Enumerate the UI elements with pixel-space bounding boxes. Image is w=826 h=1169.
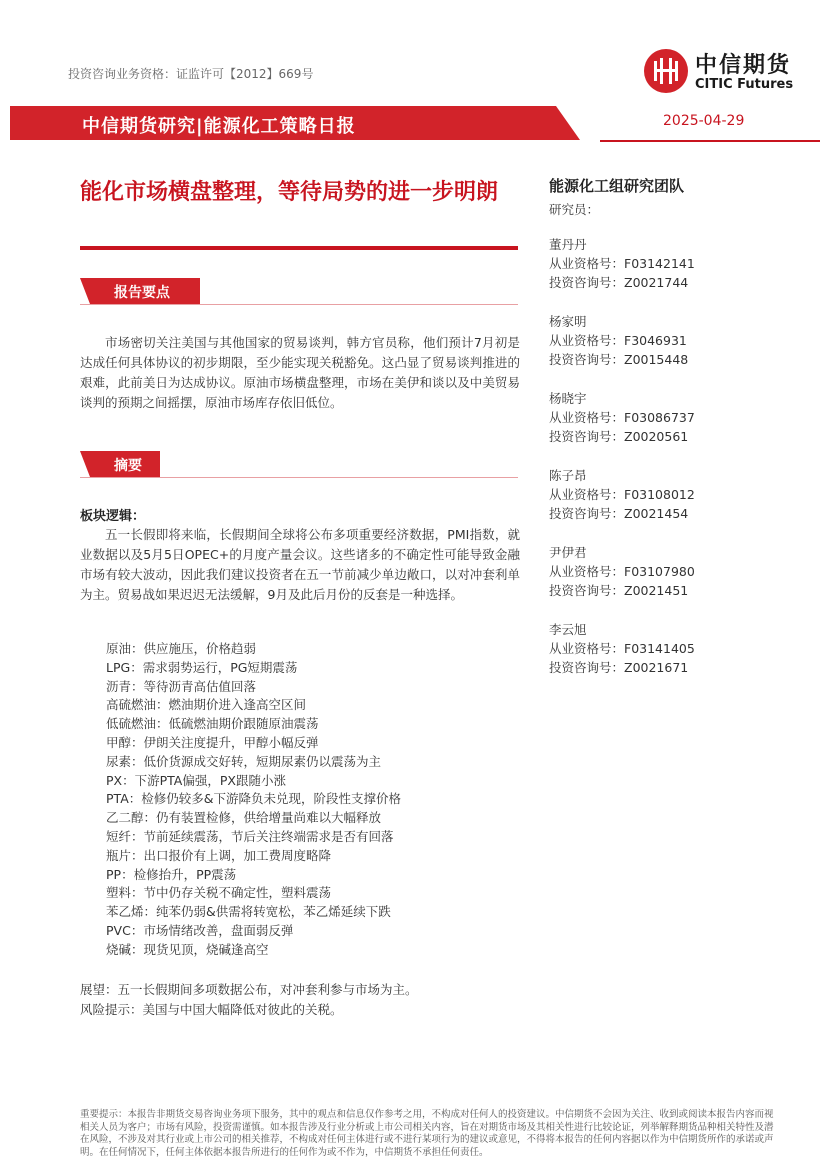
summary-label: 摘要 — [114, 458, 142, 474]
logic-heading: 板块逻辑： — [80, 509, 146, 524]
team-member — [549, 313, 688, 369]
summary-tag — [80, 451, 160, 477]
commodity-item: 短纤：节前延续震荡，节后关注终端需求是否有回落 — [106, 828, 394, 844]
commodity-item: PTA：检修仍较多&下游降负未兑现，阶段性支撑价格 — [106, 791, 402, 807]
logic-text: 五一长假即将来临，长假期间全球将公布多项重要经济数据，PMI指数，就业数据以及5月5日OPEC+的月度产量会议。这些诸多的不确定性可能导致金融市场有较大波动，因此我们建议投资者在五一节前减少单边敞口，以对冲套利单为主。贸易战如果迟迟无法缓解，9月及此后月份的反套是一种选择。 — [80, 527, 520, 602]
logo-chinese-name: 中信期货 — [695, 53, 792, 78]
license-text: 投资咨询业务资格：证监许可【2012】669号 — [68, 67, 314, 81]
member-qual: 从业资格号：F03142141 — [549, 255, 695, 271]
commodity-item: PP：检修抬升，PP震荡 — [106, 866, 237, 882]
report-series-title: 中信期货研究|能源化工策略日报 — [82, 116, 356, 137]
commodity-item: 原油：供应施压，价格趋弱 — [106, 641, 257, 656]
outlook-text: 展望：五一长假期间多项数据公布，对冲套利参与市场为主。 — [80, 982, 418, 997]
team-member — [549, 544, 695, 600]
risk-text: 风险提示：美国与中国大幅降低对彼此的关税。 — [80, 1002, 343, 1017]
disclaimer-text: 重要提示：本报告非期货交易咨询业务项下服务，其中的观点和信息仅作参考之用，不构成对任何人的投资建议。中信期货不会因为关注、收到或阅读本报告内容而视相关人员为客户；市场有风险，投资需谨慎。如本报告涉及行业分析或上市公司相关内容，旨在对期货市场及其相关性进行比较论证，列举解释期货品种相关特性及潜在风险，不涉及对其行业或上市公司的相关推荐，不构成对任何主体进行或不进行某项行为的建议或意见，不得将本报告的任何内容据以作为中信期货所作的承诺或声明。在任何情况下，任何主体依据本报告所进行的任何作为或不作为，中信期货不承担任何责任。 — [80, 1109, 774, 1158]
member-name: 杨晓宇 — [549, 391, 587, 406]
member-qual: 从业资格号：F03086737 — [549, 409, 695, 425]
commodity-item: 乙二醇：仍有装置检修，供给增量尚难以大幅释放 — [106, 810, 382, 826]
commodity-item: PX：下游PTA偏强，PX跟随小涨 — [106, 772, 286, 788]
researcher-label: 研究员： — [549, 202, 600, 217]
team-title: 能源化工组研究团队 — [549, 177, 685, 195]
citic-futures-logo — [643, 46, 813, 102]
commodity-item: PVC：市场情绪改善，盘面弱反弹 — [106, 922, 294, 938]
member-name: 李云旭 — [549, 622, 587, 637]
commodity-item: 沥青：等待沥青高估值回落 — [106, 678, 257, 694]
member-qual: 从业资格号：F03108012 — [549, 486, 695, 502]
citic-logo-icon — [643, 48, 689, 94]
summary-rule — [80, 477, 518, 478]
key-points-tag — [80, 278, 200, 304]
member-qual: 从业资格号：F03107980 — [549, 563, 695, 579]
commodity-item: 高硫燃油：燃油期价进入逢高空区间 — [106, 697, 307, 713]
report-title: 能化市场横盘整理，等待局势的进一步明朗 — [80, 180, 499, 205]
member-name: 杨家明 — [549, 314, 587, 329]
title-divider — [80, 246, 518, 250]
member-consult: 投资咨询号：Z0021671 — [549, 659, 689, 675]
member-consult: 投资咨询号：Z0021744 — [549, 274, 689, 290]
member-consult: 投资咨询号：Z0021454 — [549, 505, 689, 521]
team-member — [549, 390, 695, 446]
member-name: 尹伊君 — [549, 545, 587, 560]
commodity-item: 瓶片：出口报价有上调，加工费周度略降 — [106, 847, 332, 863]
member-consult: 投资咨询号：Z0015448 — [549, 351, 689, 367]
commodity-item: LPG：需求弱势运行，PG短期震荡 — [106, 659, 298, 675]
team-member — [549, 236, 695, 292]
key-points-text: 市场密切关注美国与其他国家的贸易谈判，韩方官员称，他们预计7月初是达成任何具体协议的初步期限，至少能实现关税豁免。这凸显了贸易谈判推进的艰难，此前美日为达成协议。原油市场横盘整理，市场在美伊和谈以及中美贸易谈判的预期之间摇摆，原油市场库存依旧低位。 — [80, 335, 520, 410]
member-consult: 投资咨询号：Z0020561 — [549, 428, 689, 444]
report-date: 2025-04-29 — [663, 113, 745, 129]
commodity-item: 塑料：节中仍存关税不确定性，塑料震荡 — [106, 885, 332, 901]
commodity-item: 尿素：低价货源成交好转，短期尿素仍以震荡为主 — [106, 753, 382, 769]
key-points-rule — [80, 304, 518, 305]
team-member — [549, 467, 695, 523]
key-points-label: 报告要点 — [114, 285, 170, 301]
team-member — [549, 621, 695, 677]
commodity-list — [106, 640, 401, 960]
commodity-item: 烧碱：现货见顶，烧碱逢高空 — [106, 941, 269, 957]
member-name: 董丹丹 — [549, 237, 587, 252]
member-consult: 投资咨询号：Z0021451 — [549, 582, 689, 598]
member-qual: 从业资格号：F03141405 — [549, 640, 695, 656]
commodity-item: 甲醇：伊朗关注度提升，甲醇小幅反弹 — [106, 734, 319, 750]
commodity-item: 低硫燃油：低硫燃油期价跟随原油震荡 — [106, 716, 319, 732]
member-qual: 从业资格号：F3046931 — [549, 332, 687, 348]
commodity-item: 苯乙烯：纯苯仍弱&供需将转宽松，苯乙烯延续下跌 — [106, 904, 391, 920]
member-name: 陈子昂 — [549, 468, 587, 483]
logo-english-name: CITIC Futures — [695, 77, 794, 92]
